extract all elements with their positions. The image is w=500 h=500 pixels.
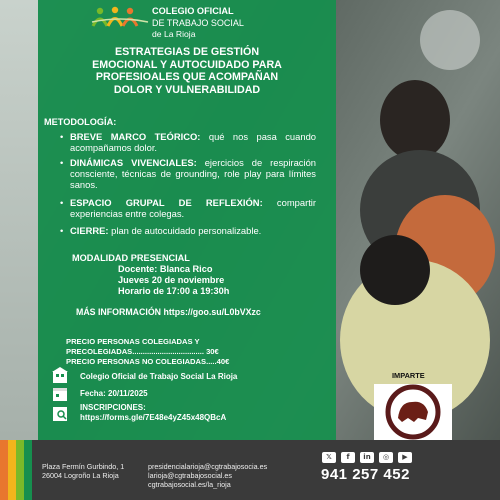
footer-contacts — [148, 462, 267, 489]
bullet-cierre — [60, 225, 316, 236]
youtube-icon[interactable]: ▶ — [398, 452, 412, 463]
calendar-icon — [50, 385, 70, 402]
facebook-icon[interactable]: f — [341, 452, 355, 463]
email-link[interactable]: presidencialarioja@cgtrabajosocia.es — [148, 462, 268, 471]
footer-address — [42, 462, 124, 480]
person-head — [380, 80, 450, 160]
inscripciones-link[interactable]: https://forms.gle/7E48e4yZ45x48QBcA — [80, 413, 227, 422]
bullet-text: qué nos pasa cuando acompañamos dolor. — [70, 131, 316, 153]
org-name-line2: DE TRABAJO SOCIAL — [152, 18, 244, 28]
person-head — [360, 235, 430, 305]
building-icon — [50, 367, 70, 384]
title-line: DOLOR Y VULNERABILIDAD — [113, 83, 261, 96]
bullet-label: CIERRE: — [70, 225, 109, 236]
place-text: Colegio Oficial de Trabajo Social La Rioja — [80, 372, 238, 381]
bullet-dot: • — [60, 197, 64, 208]
price-line: PRECOLEGIADAS.................................. 30€ — [66, 347, 219, 356]
bullet-label: BREVE MARCO TEÓRICO: — [70, 131, 201, 142]
x-social-icon[interactable]: 𝕏 — [322, 452, 336, 463]
horario-line: Horario de 17:00 a 19:30h — [118, 286, 230, 296]
bullet-dot: • — [60, 225, 64, 236]
bullet-dinamicas — [60, 157, 316, 190]
mas-informacion-link[interactable]: MÁS INFORMACIÓN https://goo.su/L0bVXzc — [76, 307, 261, 317]
course-title — [52, 46, 322, 96]
docente-line: Docente: Blanca Rico — [118, 264, 213, 274]
inscripciones-label: INSCRIPCIONES: — [80, 403, 146, 412]
address-line: Plaza Fermín Gurbindo, 1 — [42, 462, 125, 471]
metodologia-heading: METODOLOGÍA: — [44, 117, 117, 127]
bullet-marco-teorico — [60, 131, 316, 153]
bullet-label: ESPACIO GRUPAL DE REFLEXIÓN: — [70, 197, 263, 208]
bullet-text: plan de autocuidado personalizable. — [108, 225, 262, 236]
title-line: EMOCIONAL Y AUTOCUIDADO PARA — [92, 58, 282, 71]
modalidad-line: MODALIDAD PRESENCIAL — [72, 253, 190, 263]
org-name-line3: de La Rioja — [152, 29, 196, 39]
logo-figures-icon — [90, 6, 150, 28]
address-line: 26004 Logroño La Rioja — [42, 471, 119, 480]
bullet-espacio-grupal — [60, 197, 316, 219]
email-link[interactable]: larioja@cgtrabajosocial.es — [148, 471, 233, 480]
imparte-logo-box — [374, 384, 452, 440]
bullet-dot: • — [60, 131, 64, 142]
light-spot — [420, 10, 480, 70]
form-icon — [50, 405, 70, 422]
phone-number[interactable]: 941 257 452 — [321, 466, 410, 483]
linkedin-icon[interactable]: in — [360, 452, 374, 463]
bullet-text: ejercicios de respiración consciente, técnicas de grounding, role play para límites sanos. — [70, 157, 316, 190]
fecha-text: Fecha: 20/11/2025 — [80, 389, 148, 398]
price-line: PRECIO PERSONAS NO COLEGIADAS.....40€ — [66, 357, 230, 366]
bullet-label: DINÁMICAS VIVENCIALES: — [70, 157, 197, 168]
title-line: ESTRATEGIAS DE GESTIÓN — [114, 46, 260, 58]
bullet-text: compartir experiencias entre colegas. — [70, 197, 316, 219]
footer-color-strip — [0, 440, 38, 500]
imparte-label: IMPARTE — [392, 371, 425, 380]
left-strip — [0, 0, 38, 440]
bison-logo-icon — [374, 384, 452, 440]
title-line: PROFESIOALES QUE ACOMPAÑAN — [95, 71, 279, 84]
org-name-line1: COLEGIO OFICIAL — [152, 6, 234, 16]
website-link[interactable]: cgtrabajosocial.es/la_rioja — [148, 480, 231, 489]
instagram-icon[interactable]: ◎ — [379, 452, 393, 463]
date-line: Jueves 20 de noviembre — [118, 275, 225, 285]
price-line: PRECIO PERSONAS COLEGIADAS Y — [66, 337, 200, 346]
bullet-dot: • — [60, 157, 64, 168]
